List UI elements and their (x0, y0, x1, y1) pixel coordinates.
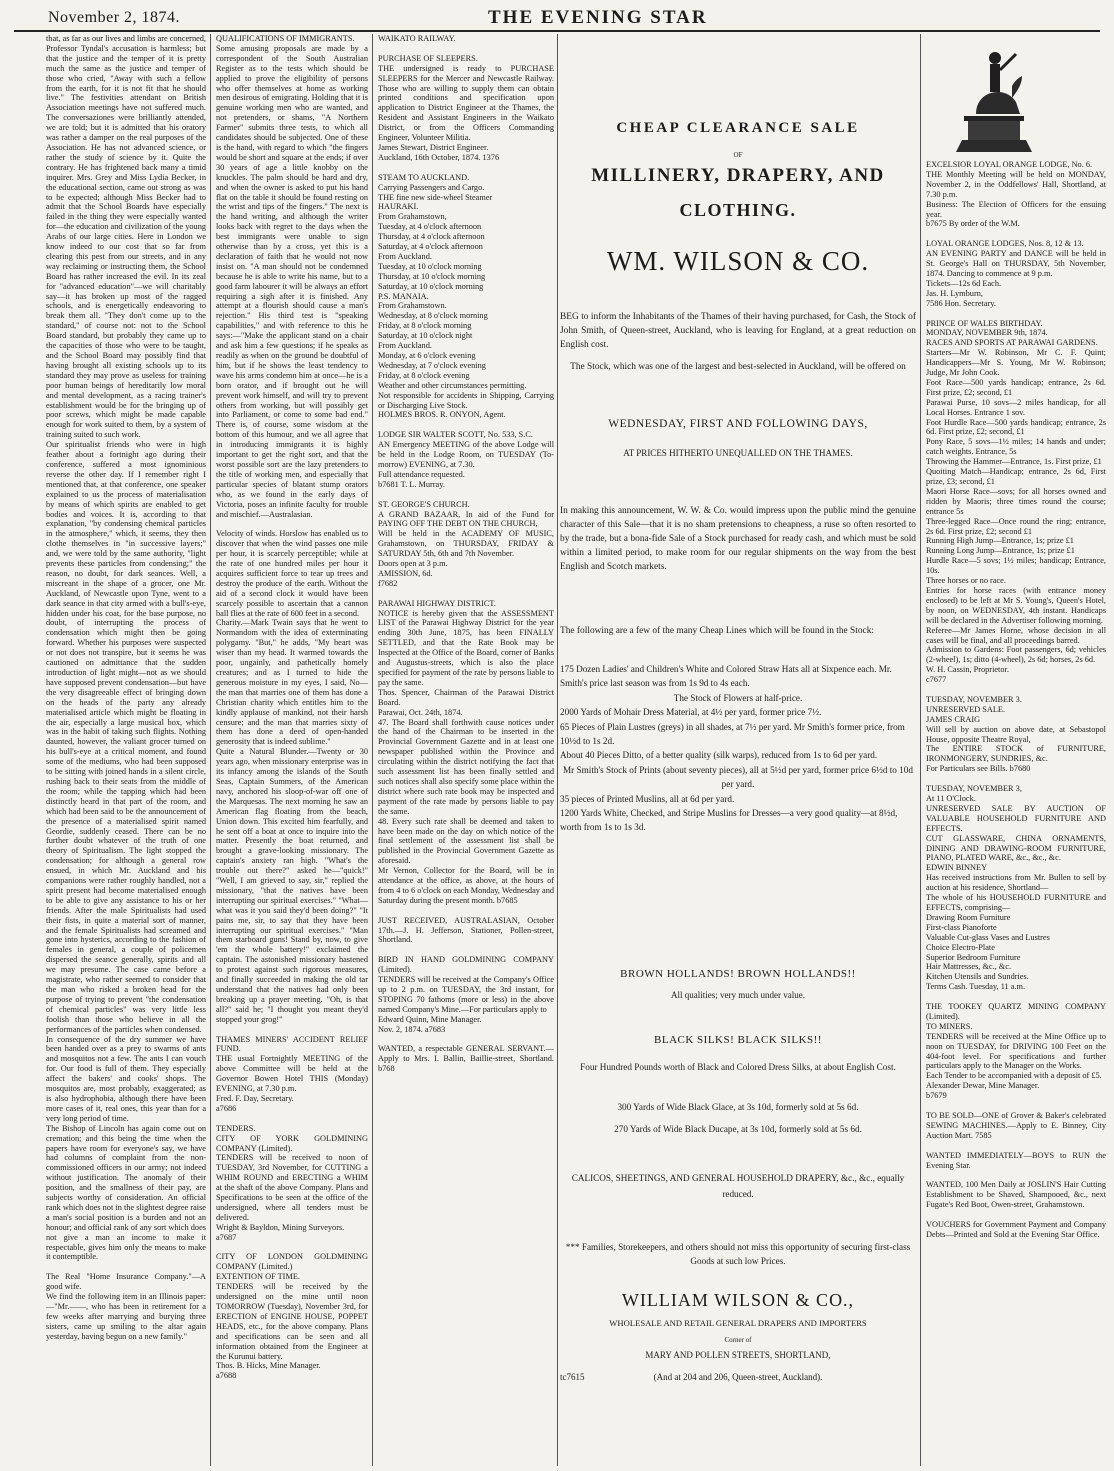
advert-corner: Corner of (724, 1336, 752, 1344)
advert-days: WEDNESDAY, FIRST AND FOLLOWING DAYS, (608, 418, 868, 430)
advert-lines-intro: The following are a few of the many Cheap Lines which will be found in the Stock: (560, 626, 874, 636)
advert-item: 2000 Yards of Mohair Dress Material, at 4½ per yard, former price 7½. (560, 707, 822, 718)
advert-items (560, 662, 916, 835)
brown-hollands-sub: All qualities; very much under value. (671, 990, 805, 1000)
advert-firm: WM. WILSON & CO. (606, 246, 870, 276)
advert-item: 35 pieces of Printed Muslins, all at 6d per yard. (560, 793, 735, 804)
advert-firm-2: WILLIAM WILSON & CO., (621, 1290, 855, 1310)
wilson-clearance-advert (560, 34, 916, 1466)
column-divider (372, 34, 373, 1466)
advert-intro: BEG to inform the Inhabitants of the Thames of their having purchased, for Cash, the Stock of John Smith, of Queen-street, Auckland, who is leaving for England, at a great reduction on English cost. (560, 312, 916, 350)
advert-streets: MARY AND POLLEN STREETS, SHORTLAND, (645, 1350, 831, 1360)
advert-line1: MILLINERY, DRAPERY, AND (591, 165, 885, 186)
masthead: THE EVENING STAR (488, 7, 708, 28)
black-silks-heading: BLACK SILKS! BLACK SILKS!! (654, 1034, 822, 1046)
black-glace-line: 300 Yards of Wide Black Glace, at 3s 10d, formerly sold at 5s 6d. (617, 1102, 859, 1112)
column-divider (557, 34, 558, 1466)
advert-stock: The Stock, which was one of the largest and best-selected in Auckland, will be offered on (570, 362, 906, 372)
advert-item: 65 Pieces of Plain Lustres (greys) in all shades, at 7½ per yard. Mr Smith's former price, from 10½d to 1s 2d. (560, 721, 905, 747)
advert-para2: In making this announcement, W. W. & Co. would impress upon the public mind the genuine character of this Sale—that it is no sham pretensions to cheapness, a ruse so often resorted to by the trade, but a bona-fide Sale of a Stock purchased for ready cash, and which must be sold within a limited period, to make room for our regular shipments on the way from the best English and Scotch markets. (560, 506, 916, 572)
brown-hollands-heading: BROWN HOLLANDS! BROWN HOLLANDS!! (620, 968, 856, 980)
column-divider (210, 34, 211, 1466)
advert-address: (And at 204 and 206, Queen-street, Auckland). (653, 1372, 823, 1382)
advert-item: 175 Dozen Ladies' and Children's White and Colored Straw Hats all at Sixpence each. Mr. Smith's price last season was from 1s 9d to 4s each. (560, 664, 892, 689)
header-rule (14, 30, 1100, 32)
families-note: *** Families, Storekeepers, and others should not miss this opportunity of securing first-class Goods at such low Prices. (565, 1242, 911, 1266)
column-2: QUALIFICATIONS OF IMMIGRANTS. Some amusing proposals are made by a correspondent of the South Australian Register as to the tests which should be applied to prove the eligibility of persons who offer themselves at home as working men desirous of emigrating. Holding that it is genuine working men who are wanted, and not pretenders, or shams, "A Northern Farmer" submits three tests, to which all candidates should be subjected. One of these is the hand, with regard to which "the fingers would be short and square at the ends; if over 30 years of age a little knobby on the knuckles. The palm should be hard and dry, and when the owner is asked to put his hand flat on the table it should be found resting on the wrist and tips of the fingers." The next is the hand writing, and although the writer looks back with regret to the days when the best immigrants were unable to sign otherwise than by a cross, yet this is a declaration of faith that he would not now insist on. "A man should not be condemned because he is able to write his name, but to a good farm labourer it will be always an effort requiring a sigh after it is finished. Any attempt at a flourish should cause a man's rejection." His third test is "speaking capabilities," and with reference to this he says:—"Make the applicant stand on a chair and ask him a few questions; if he speaks as readily as when on the ground be doubtful of him, but if he shows the least tendency to wave his arms condemn him at once—he is a born orator, and if brought out he will prevent work himself, and will try to prevent others from working, but will possibly get into Parliament, or come to some bad end." There is, of course, some wisdom at the bottom of this humour, and we all agree that in introducing immigrants it is highly important to get the right sort, and that the worst possible sort are the lazy pretenders to the title of working men, and especially that particular species of blatant stump orators who, as we found in the early days of Victoria, poses an infinite faculty for trouble and mischief.—Australasian. Velocity of winds. Horslow has enabled us to discover that when the wind passes one mile per hour, it is scarcely perceptible; while at the rate of one hundred miles per hour it acquires sufficient force to tear up trees and destroy the produce of the earth. Without the aid of a second clock it would have been scarcely possible to ascertain that a cannon ball flies at the rate of 600 feet in a second. Charity.—Mark Twain says that he went to Normandom with the idea of exterminating polygamy. "But," he adds, "My heart was wiser than my head. It warmed towards the poor, ungainly, and pathetically homely creatures; and as I turned to hide the generous moisture in my eyes, I said, No—the man that marries one of them has done a Christian charity which entitles him to the kindly applause of mankind, not their harsh censure; and the man that marries sixty of them has done a deed of open-handed generosity that is indeed sublime." Quite a Natural Blunder.—Twenty or 30 years ago, when missionary enterprise was in its infancy among the islands of the South Seas, Captain Summers, of the American navy, anchored his sloop-of-war off one of the Marquesas. The next morning he saw an American flag floating from the beach, Union down. This excited him fearfully, and he sent off a boat at once to inquire into the matter. Presently the boat returned, and brought a grave-looking missionary. The captain's anxiety ran high. "What's the trouble out there?" asked he—"quick!" "Well, I am grieved to say, sir," replied the missionary, "that the natives have been interrupting our spiritual exercises." "What—what was it you said they'd been doing?" "It pains me, sir, to say that they have been interrupting our spiritual exercises." "Man them starboard guns! Stand by, now, to give 'em the whole battery!" exclaimed the captain. The astonished missionary hastened to protest against such rigorous measures, and finally succeeded in making the old tar understand that the natives had only been breaking up a prayer meeting. "Oh, is that all?" said he; "I thought you meant they'd stopped your grog!" THAMES MINERS' ACCIDENT RELIEF FUND. THE usual Fortnightly MEETING of the above Committee will be held at the Governor Bowen Hotel THIS (Monday) EVENING, at 7.30 p.m. Fred. F. Day, Secretary. a7686 TENDERS. CITY OF YORK GOLDMINING COMPANY (Limited). TENDERS will be received to noon of TUESDAY, 3rd November, for CUTTING a WHIM ROUND and ERECTING a WHIM at the shaft of the above Company. Plans and Specifications to be seen at the office of the undersigned, where all tenders must be delivered. Wright & Bayldon, Mining Surveyors. a7687 CITY OF LONDON GOLDMINING COMPANY (Limited.) EXTENTION OF TIME. TENDERS will be received by the undersigned on the mine until noon TOMORROW (Tuesday), November 3rd, for ERECTION of ENGINE HOUSE, POPPET HEADS, etc., for the above company. Plans and specifications can be seen and all information obtained from the Engineer at the Kurunui battery. Thos. B. Hicks, Mine Manager. a7688 (216, 34, 368, 1381)
black-silks-body: Four Hundred Pounds worth of Black and Colored Dress Silks, at about English Cost. (580, 1062, 896, 1072)
advert-item: 1200 Yards White, Checked, and Stripe Muslins for Dresses—a very good quality—at 8½d, worth from 1s to 1s 3d. (560, 808, 898, 833)
column-4: EXCELSIOR LOYAL ORANGE LODGE, No. 6. THE Monthly Meeting will be held on MONDAY, November 2, in the Oddfellows' Hall, Shortland, at 7.30 p.m. Business: The Election of Officers for the ensuing year. b7675 By order of the W.M. LOYAL ORANGE LODGES, Nos. 8, 12 & 13. AN EVENING PARTY and DANCE will be held in St. George's Hall on THURSDAY, 5th November, 1874. Dancing to commence at 9 p.m. Tickets—12s 6d Each. Jas. H. Lymburn, 7586 Hon. Secretary. PRINCE OF WALES BIRTHDAY. MONDAY, NOVEMBER 9th, 1874. RACES AND SPORTS AT PARAWAI GARDENS. Starters—Mr W. Robinson, Mr C. F. Quint; Handicappers—Mr S. Young, Mr W. Robinson; Judge, Mr John Cook. Foot Race—500 yards handicap; entrance, 2s 6d. First prize, £2; second, £1 Parawai Purse, 10 sovs—2 miles handicap, for all Local Horses. Entrance 1 sov. Foot Hurdle Race—500 yards handicap; entrance, 2s 6d. First prize, £2; second, £1 Pony Race, 5 sovs—1½ miles; 14 hands and under; catch weights. Entrance, 5s Throwing the Hammer—Entrance, 1s. First prize, £1 Quoiting Match—Handicap; entrance, 2s 6d, First prize, £3; second, £1 Maori Horse Race—sovs; for all horses owned and ridden by Maoris; three times round the course; entrance 5s Three-legged Race—Once round the ring; entrance, 2s 6d. First prize, £2; second £1 Running High Jump—Entrance, 1s; prize £1 Running Long Jump—Entrance, 1s; prize £1 Hurdle Race—5 sovs; 1½ miles; handicap; Entrance, 10s. Three horses or no race. Entries for horse races (with entrance money enclosed) to be left at Mr S. Young's, Queen's Hotel, by noon, on WEDNESDAY, 4th instant. Handicaps will be declared in the Advertiser following morning. Referee—Mr James Horne, whose decision in all cases will be final, and all proceedings barred. Admission to Gardens: Foot passengers, 6d; vehicles (2-wheel), 1s; ditto (4-wheel), 2s 6d; horses, 2s 6d. W. H. Cassin, Proprietor. c7677 TUESDAY, NOVEMBER 3. UNRESERVED SALE. JAMES CRAIG Will sell by auction on above date, at Sebastopol House, opposite Theatre Royal, The ENTIRE STOCK of FURNITURE, IRONMONGERY, SUNDRIES, &c. For Particulars see Bills. b7680 TUESDAY, NOVEMBER 3, At 11 O'Clock. UNRESERVED SALE BY AUCTION OF VALUABLE HOUSEHOLD FURNITURE AND EFFECTS. CUT GLASSWARE, CHINA ORNAMENTS, DINING AND DRAWING-ROOM FURNITURE, PIANO, PLATED WARE, &c., &c., &c. EDWIN BINNEY Has received instructions from Mr. Bullen to sell by auction at his residence, Shortland— The whole of his HOUSEHOLD FURNITURE and EFFECTS, comprising— Drawing Room Furniture First-class Pianoforte Valuable Cut-glass Vases and Lustres Choice Electro-Plate Superior Bedroom Furniture Hair Mattresses, &c., &c. Kitchen Utensils and Sundries. Terms Cash. Tuesday, 11 a.m. THE TOOKEY QUARTZ MINING COMPANY (Limited). TO MINERS. TENDERS will be received at the Mine Office up to noon on TUESDAY, for DRIVING 100 Feet on the 404-foot level. For specifications and further particulars apply to the Manager on the Works. Each Tender to be accompanied with a deposit of £5. Alexander Dewar, Mine Manager. b7679 TO BE SOLD—ONE of Grover & Baker's celebrated SEWING MACHINES.—Apply to E. Binney, City Auction Mart. 7585 WANTED IMMEDIATELY—BOYS to RUN the Evening Star. WANTED, 100 Men Daily at JOSLIN'S Hair Cutting Establishment to be Shaved, Shampooed, &c., next Fugate's Red Boot, Owen-street, Grahamstown. VOUCHERS for Government Payment and Company Debts—Printed and Sold at the Evening Star Office. (926, 160, 1106, 1239)
advert-item: About 40 Pieces Ditto, of a better quality (silk warps), reduced from 1s to 6d per yard. (560, 750, 878, 761)
column-divider (920, 34, 921, 1466)
column-3: WAIKATO RAILWAY. PURCHASE OF SLEEPERS. THE undersigned is ready to PURCHASE SLEEPERS for the Mercer and Newcastle Railway. Those who are willing to supply them can obtain printed conditions and specification upon application to District Engineer at the Thames, the Resident and Assistant Engineers in the Waikato District, or from the Officers Commanding Engineer, Volunteer Militia. James Stewart, District Engineer. Auckland, 16th October, 1874. 1376 STEAM TO AUCKLAND. Carrying Passengers and Cargo. THE fine new side-wheel Steamer HAURAKI. From Grahamstown, Tuesday, at 4 o'clock afternoon Thursday, at 4 o'clock afternoon Saturday, at 4 o'clock afternoon From Auckland. Tuesday, at 10 o'clock morning Thursday, at 10 o'clock morning Saturday, at 10 o'clock morning P.S. MANAIA. From Grahamstown. Wednesday, at 8 o'clock morning Friday, at 8 o'clock morning Saturday, at 10 o'clock night From Auckland. Monday, at 6 o'clock evening Wednesday, at 7 o'clock evening Friday, at 8 o'clock evening Weather and other circumstances permitting. Not responsible for accidents in Shipping, Carrying or Discharging Live Stock. HOLMES BROS. R. ONYON, Agent. LODGE SIR WALTER SCOTT, No. 533, S.C. AN Emergency MEETING of the above Lodge will be held in the Lodge Room, on TUESDAY (To-morrow) EVENING, at 7.30. Full attendance requested. b7681 T. L. Murray. ST. GEORGE'S CHURCH. A GRAND BAZAAR, In aid of the Fund for PAYING OFF THE DEBT ON THE CHURCH, Will be held in the ACADEMY OF MUSIC, Grahamstown, on THURSDAY, FRIDAY & SATURDAY 5th, 6th and 7th November. Doors open at 3 p.m. AMISSION, 6d. f7682 PARAWAI HIGHWAY DISTRICT. NOTICE is hereby given that the ASSESSMENT LIST of the Parawai Highway District for the year ending 30th June, 1875, has been FINALLY SETTLED, and that the Rate Book may be Inspected at the Office of the Board, corner of Banks and Augustus-streets, which is also the place specified for payment of the rate by persons liable to pay the same. Thos. Spencer, Chairman of the Parawai District Board. Parawai, Oct. 24th, 1874. 47. The Board shall forthwith cause notices under the hand of the Chairman to be inserted in the Provincial Government Gazette and in at least one newspaper published within the Province and circulating within the district notifying the fact that such assessment list has been finally settled and such notices shall also specify some place within the district where such rate book may be inspected and payment of the rate made by persons liable to pay the same. 48. Every such rate shall be deemed and taken to have been made on the day on which notice of the final settlement of the assessment list shall be published in the Provincial Government Gazette as aforesaid. Mr Vernon, Collector for the Board, will be in attendance at the office, as above, at the hours of from 4 to 6 o'clock on each Monday, Wednesday and Saturday during the present month. b7685 JUST RECEIVED, AUSTRALASIAN, October 17th.—J. H. Jefferson, Stationer, Pollen-street, Shortland. BIRD IN HAND GOLDMINING COMPANY (Limited). TENDERS will be received at the Company's Office up to 2 p.m. on TUESDAY, the 3rd instant, for STOPING 70 fathoms (more or less) in the above named Company's Mine.—For particulars apply to Edward Quinn, Mine Manager. Nov. 2, 1874. a7683 WANTED, a respectable GENERAL SERVANT.—Apply to Mrs. I. Ballin, Baillie-street, Shortland. b768 (378, 34, 554, 1074)
issue-date: November 2, 1874. (48, 9, 181, 26)
column-1: that, as far as our lives and limbs are concerned, Professor Tyndal's accusation is harmless; but that the justice and the temper of it is pretty much the same as the justice and temper of those who cried, "Away with such a fellow from the earth, for it is not fit that he should live." The festivities attendant on British Association meetings have not suffered much. The conversaziones were brilliantly attended, we are told; but it is admitted that his oratory was rather a damper on the real purposes of the Association. He has not advanced science, or rather the study of science by it. Quite the contrary. He has frightened back many a timid inquirer. Mrs. Grey and Miss Lydia Becker, in the educational section, came out strong as was to be expected; although Miss Becker had to admit that the School Boards have especially failed in the thing they were especially wanted for—the education and civilization of the young Arabs of our large cities. Here in London we know indeed to our cost that so far from clearing this pest from our streets, and in any way reclaiming or instructing them, the School Board has rather increased the evil. In its zeal for "advanced education"—we will charitably say—it has broken up most of the ragged schools, and is energetically endeavoring to break them all. "They don't come up to the standard," of course not: not to the School Board standard, but probably they came up to the capacities of those who were to be taught, and the School Board may possibly find that having brought all existing schools up to its standard they may prove as useless for training poor human beings of hereditarily low moral and mental development, as a racing trainer's establishment would be for the bringing up of poor screws, which might be made capable enough for work suited to them, by a system of training suited to such work. Our spiritualist friends who were in high feather about a fortnight ago during their conference, suffered a most ignominious reverse the other day. If I remember right I mentioned that, at that conference, one speaker explained to us the process of materialisation by means of which spirits are enabled to get bodies and voices. It is, according to that explanation, "by condensing chemical particles in the atmosphere," which, it seems, they then clothe themselves in "in successive layers;" and, we were told by the same authority, "light prevents these particles from condensing;" the reason, no doubt, for dark seances. Well, a miscreant in the shape of a grocer, one Mr. Auckland, of Newcastle upon Tyne, went to a dark seance in that city armed with a bull's-eye, hidden under his coat, for the base purpose, no doubt, of interrupting the process of condensation which might then be going forward. Whether his purposes were suspected or not does not transpire, but it seems he was cautioned on admittance that the sudden introduction of light might—not as we should have supposed prevent condensation—but have the very disagreeable effect of bringing down on the heads of the party any already materialised article which might be floating in the air, especially a large musical box, which was in the habit of taking such flights. Nothing daunted, however, the valiant grocer turned on his bull's-eye at a critical moment, and found some of the mediums, who had been supposed to be sitting with joined hands in a silent circle, rushing back to their seats from the middle of the room; while the tapping which had been distinctly heard in that part of the room, and which had been said to be the announcement of the presence of a materialised spirit named Geordie, suddenly ceased. There can be no further doubt whatever of the truth of one theory of Spiritualism. The light stopped the condensation; for although a general row ensued, in which Mr. Auckland and his companions were rather roughly handled, not a spirit present had become materialised enough to be able to give any assistance to his or her friends. After the male Spiritualists had used their fists, in quite a material sort of manner, and the female Spiritualists had screamed and gone into hysterics, according to the fashion of females in general, a couple of policemen dispersed the seance generally, spirits and all we may presume. The case came before a magistrate, who rather seemed to consider that the man who risked a broken head for the purpose of trying to prevent "the condensation of chemical particles" was very little less foolish than those who believe in all the performances of the particles when condensed. In consequence of the dry summer we have been handed over as a prey to swarms of ants and mosquitos not a few. The ants I can vouch for. Our food is full of them. They especially affect the bakers' and cooks' shops. The mosquitos are, most probably, exaggerated; as is also hydrophobia, although there have been more cases of it, real ones, this year than for a very long period of time. The Bishop of Lincoln has again come out on cremation; and this being the time when the papers have room for everyone's say, we have had columns of complaint from the non-commissioned officers in our army; not indeed without justification. The anomaly of their position, and the smallness of their pay, are subjects worthy of consideration. An official rank which does not in the slightest degree raise a man's social position is a burden and not an honour; and official rank of any sort which does not give a man an income to make it respectable, gives him only the means to make it contemptible. The Real "Home Insurance Company."—A good wife. We find the following item in an Illinois paper:—"Mr.——, who has been in retirement for a few weeks after marrying and burying three sisters, came up smiling to the altar again yesterday, having begun on a new family." (46, 34, 206, 1341)
advert-code: tc7615 (560, 1372, 585, 1382)
advert-item: Mr Smith's Stock of Prints (about seventy pieces), all at 5½d per yard, former price 6½d to 10d per yard. (563, 764, 913, 790)
advert-line2: CLOTHING. (679, 200, 797, 220)
advert-title: CHEAP CLEARANCE SALE (616, 120, 860, 136)
equestrian-statue-icon (946, 40, 1042, 158)
advert-wholesale: WHOLESALE AND RETAIL GENERAL DRAPERS AND IMPORTERS (609, 1318, 867, 1328)
advert-of: OF (733, 151, 743, 159)
black-ducape-line: 270 Yards of Wide Black Ducape, at 3s 10d, formerly sold at 5s 6d. (614, 1124, 862, 1134)
advert-item: The Stock of Flowers at half-price. (673, 692, 803, 703)
page-header (0, 0, 1114, 30)
calicos-line: CALICOS, SHEETINGS, AND GENERAL HOUSEHOLD DRAPERY, &c., &c., equally reduced. (571, 1173, 905, 1199)
advert-prices: AT PRICES HITHERTO UNEQUALLED ON THE THAMES. (623, 448, 853, 458)
